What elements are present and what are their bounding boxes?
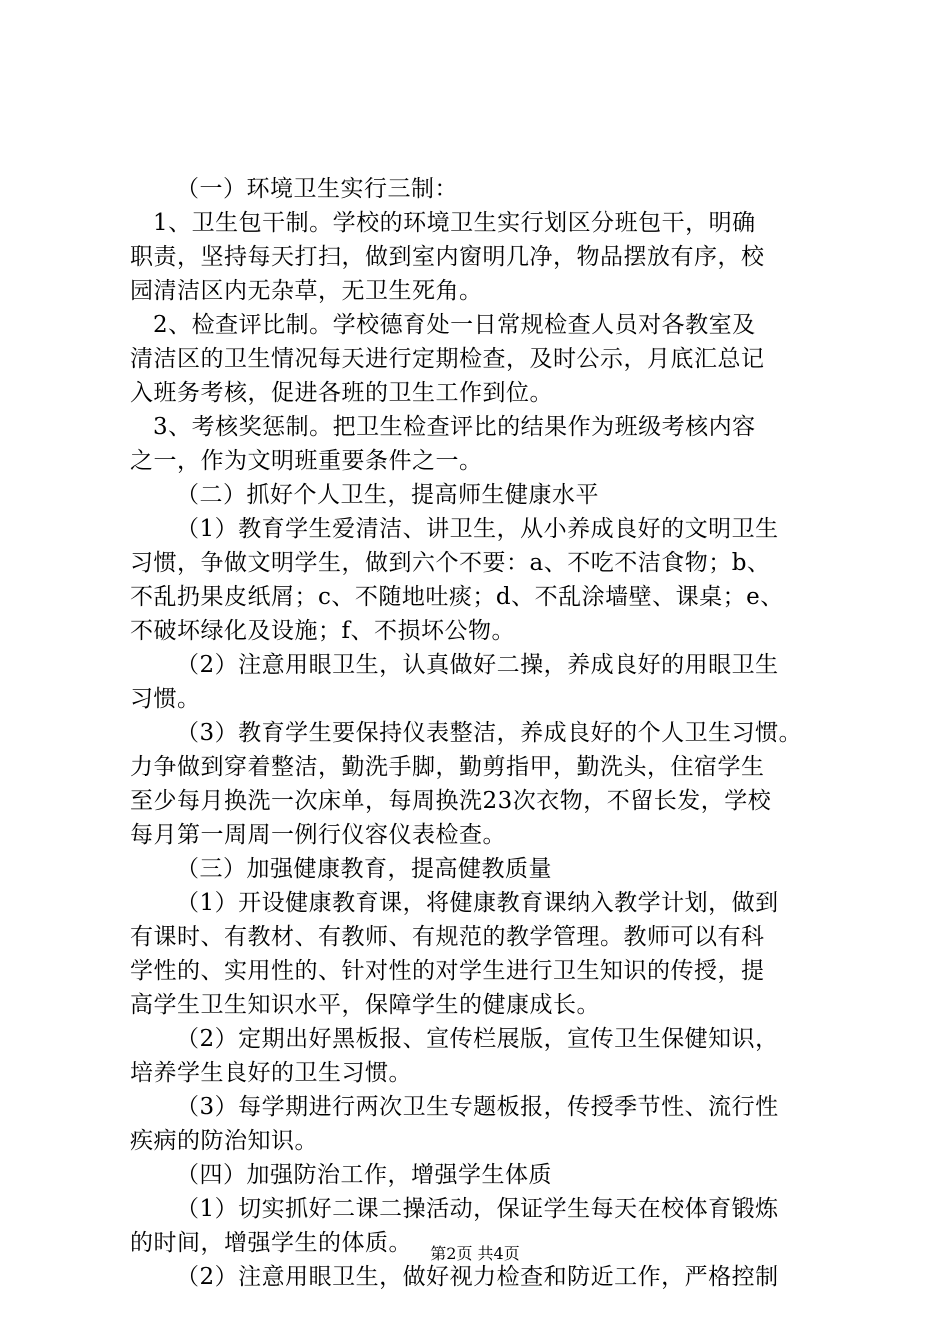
document-body bbox=[130, 172, 830, 1294]
text-line: （2）定期出好黑板报、宣传栏展版，宣传卫生保健知识， bbox=[176, 1026, 779, 1052]
text-line: 每月第一周周一例行仪容仪表检查。 bbox=[130, 822, 506, 848]
text-line: 习惯。 bbox=[130, 686, 201, 712]
text-line: 至少每月换洗一次床单，每周换洗23次衣物，不留长发，学校 bbox=[130, 788, 772, 814]
text-line: 的时间，增强学生的体质。 bbox=[130, 1230, 412, 1256]
text-line: 高学生卫生知识水平，保障学生的健康成长。 bbox=[130, 992, 600, 1018]
text-line: 不乱扔果皮纸屑；c、不随地吐痰；d、不乱涂墙壁、课桌；e、 bbox=[130, 584, 784, 610]
text-line: 之一，作为文明班重要条件之一。 bbox=[130, 448, 483, 474]
text-line: （二）抓好个人卫生，提高师生健康水平 bbox=[176, 482, 599, 508]
text-line: 力争做到穿着整洁，勤洗手脚，勤剪指甲，勤洗头，住宿学生 bbox=[130, 754, 765, 780]
text-line: （2）注意用眼卫生，认真做好二操，养成良好的用眼卫生 bbox=[176, 652, 779, 678]
text-line: 培养学生良好的卫生习惯。 bbox=[130, 1060, 412, 1086]
text-line: （三）加强健康教育，提高健教质量 bbox=[176, 856, 552, 882]
text-line: （3）教育学生要保持仪表整洁，养成良好的个人卫生习惯。 bbox=[176, 720, 803, 746]
text-line: 疾病的防治知识。 bbox=[130, 1128, 318, 1154]
text-line: （3）每学期进行两次卫生专题板报，传授季节性、流行性 bbox=[176, 1094, 779, 1120]
text-line: 有课时、有教材、有教师、有规范的教学管理。教师可以有科 bbox=[130, 924, 765, 950]
text-line: 3、考核奖惩制。把卫生检查评比的结果作为班级考核内容 bbox=[153, 414, 756, 440]
text-line: 清洁区的卫生情况每天进行定期检查，及时公示，月底汇总记 bbox=[130, 346, 765, 372]
text-line: 入班务考核，促进各班的卫生工作到位。 bbox=[130, 380, 553, 406]
text-line: 学性的、实用性的、针对性的对学生进行卫生知识的传授，提 bbox=[130, 958, 765, 984]
text-line: 职责，坚持每天打扫，做到室内窗明几净，物品摆放有序，校 bbox=[130, 244, 765, 270]
text-line: （1）开设健康教育课，将健康教育课纳入教学计划，做到 bbox=[176, 890, 779, 916]
text-line: 1、卫生包干制。学校的环境卫生实行划区分班包干，明确 bbox=[153, 210, 756, 236]
text-line: （一）环境卫生实行三制： bbox=[176, 176, 458, 202]
text-line: 园清洁区内无杂草，无卫生死角。 bbox=[130, 278, 483, 304]
text-line: （1）切实抓好二课二操活动，保证学生每天在校体育锻炼 bbox=[176, 1196, 779, 1222]
text-line: 2、检查评比制。学校德育处一日常规检查人员对各教室及 bbox=[153, 312, 756, 338]
text-line: （2）注意用眼卫生，做好视力检查和防近工作，严格控制 bbox=[176, 1264, 779, 1290]
text-line: 习惯，争做文明学生，做到六个不要：a、不吃不洁食物；b、 bbox=[130, 550, 771, 576]
page-footer: 第2页 共4页 bbox=[430, 1244, 520, 1263]
text-line: 不破坏绿化及设施；f、不损坏公物。 bbox=[130, 618, 516, 644]
text-line: （四）加强防治工作，增强学生体质 bbox=[176, 1162, 552, 1188]
text-line: （1）教育学生爱清洁、讲卫生，从小养成良好的文明卫生 bbox=[176, 516, 779, 542]
